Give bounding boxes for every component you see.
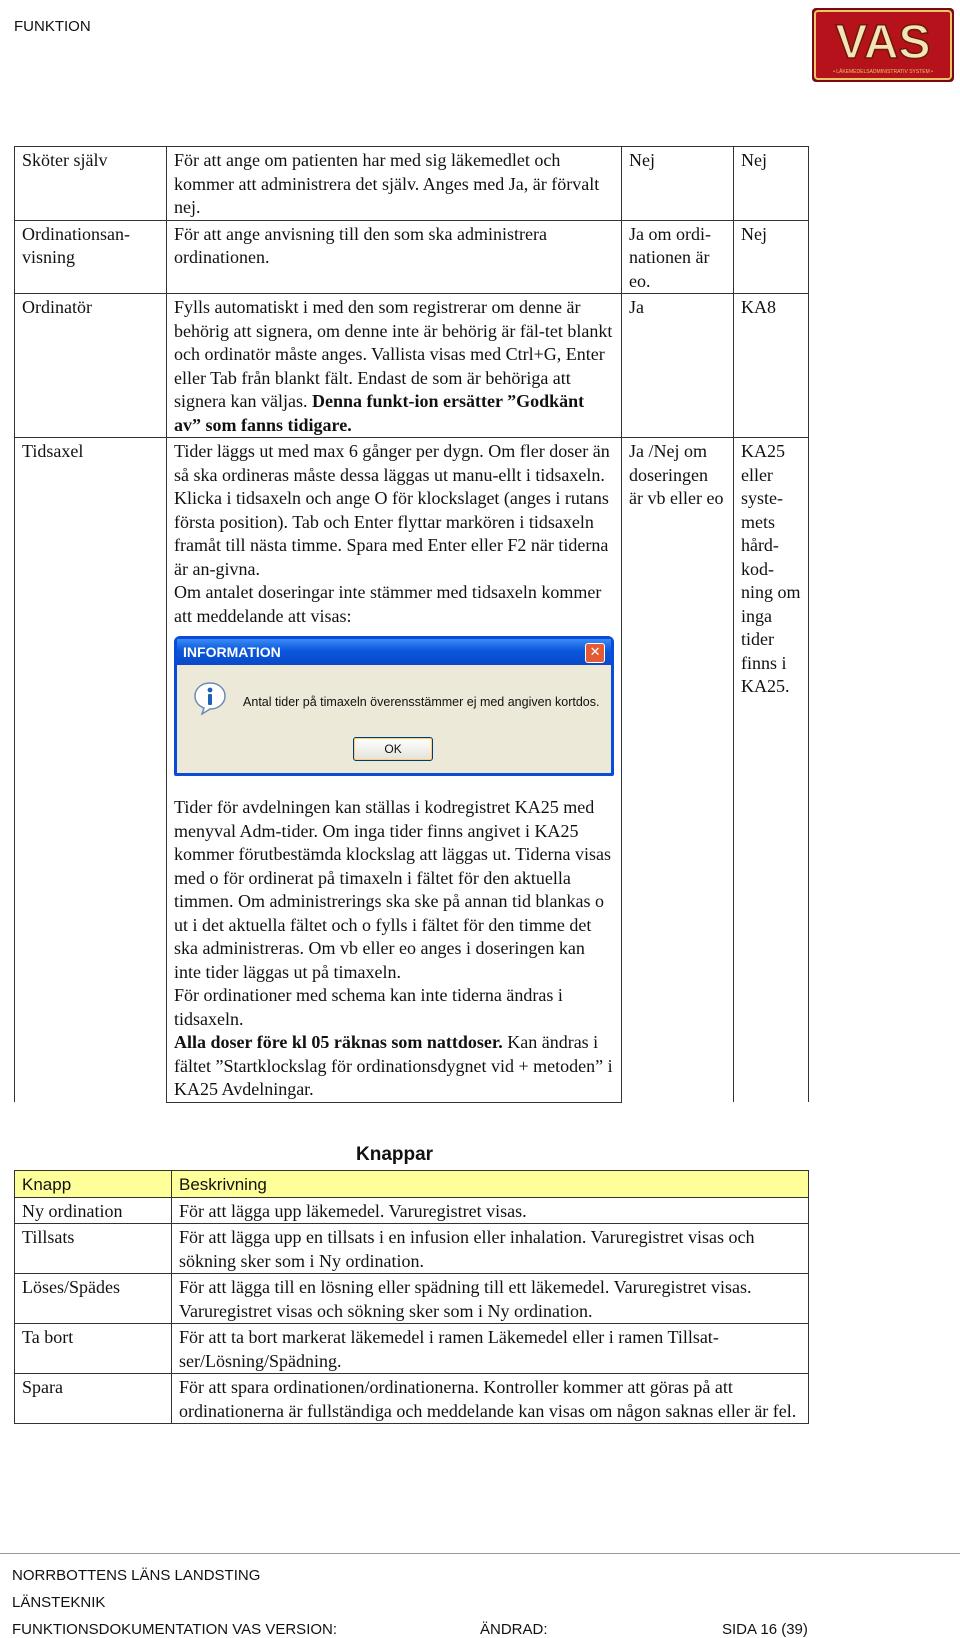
field-required: Ja om ordi-nationen är eo. (622, 220, 734, 294)
page-header-title: FUNKTION (14, 18, 91, 35)
field-description-cell (167, 294, 622, 438)
section-title: Knappar (356, 1144, 434, 1165)
continuation-paragraph (174, 1031, 614, 1102)
table-row (15, 1374, 809, 1424)
dialog-message: Antal tider på timaxeln överensstämmer ej med angiven kortdos. (243, 695, 600, 709)
button-name: Tillsats (15, 1224, 172, 1274)
continuation-paragraph: Tider för avdelningen kan ställas i kodregistret KA25 med menyval Adm-tider. Om inga tider finns angivet i KA25 kommer förutbestämda klockslag att läggas ut. Tiderna visas med o för ordinerat på timaxeln i fältet för den aktuella timmen. Om administrerings ska ske på annan tid blankas o ut i det aktuella fältet och o fylls i fältet för den timme det ska administreras. Om vb eller eo anges i doseringen kan inte tider läggas ut på timaxeln. (174, 797, 611, 982)
button-description: För att lägga upp en tillsats i en infusion eller inhalation. Varuregistret visas och sökning sker som i Ny ordination. (172, 1224, 809, 1274)
column-header-description: Beskrivning (172, 1171, 809, 1198)
field-name: Ordinatör (15, 294, 167, 438)
information-dialog-screenshot (174, 636, 614, 776)
logo-tagline: • LÄKEMEDELSADMINISTRATIV SYSTEM • (833, 69, 933, 75)
button-description: För att ta bort markerat läkemedel i ramen Läkemedel eller i ramen Tillsat-ser/Lösning/Spädning. (172, 1324, 809, 1374)
field-description-cell (167, 438, 622, 783)
buttons-table (14, 1170, 809, 1424)
footer-changed: ÄNDRAD: (480, 1621, 548, 1638)
field-source: KA25 eller syste-mets hård-kod-ning om inga tider finns i KA25. (733, 438, 808, 1103)
continuation-paragraph: För ordinationer med schema kan inte tiderna ändras i tidsaxeln. (174, 985, 563, 1029)
table-row (15, 1324, 809, 1374)
night-dose-note: Alla doser före kl 05 räknas som nattdoser. (174, 1032, 503, 1052)
field-required: Ja (622, 294, 734, 438)
table-header-row (15, 1171, 809, 1198)
field-source: Nej (733, 220, 808, 294)
table-row (15, 438, 809, 783)
table-row (15, 1274, 809, 1324)
field-name: Ordinationsan-visning (15, 220, 167, 294)
button-name: Löses/Spädes (15, 1274, 172, 1324)
field-source: KA8 (733, 294, 808, 438)
ok-button: OK (353, 737, 433, 761)
footer-organization: NORRBOTTENS LÄNS LANDSTING (12, 1567, 261, 1584)
field-source: Nej (733, 147, 808, 221)
field-description: Tider läggs ut med max 6 gånger per dygn. Om fler doser än så ska ordineras måste dessa läggas ut manu-ellt i tidsaxeln. Klicka i tidsaxeln och ange O för klockslaget (anges i rutans första position). Tab och Enter flyttar markören i tidsaxeln framåt till nästa timme. Spara med Enter eller F2 när tiderna är an-givna. (174, 441, 610, 579)
footer-divider (0, 1553, 960, 1554)
field-description: För att ange om patienten har med sig läkemedlet och kommer att administrera det själv. Anges med Ja, är förvalt nej. (167, 147, 622, 221)
table-row (15, 294, 809, 438)
table-row (15, 1197, 809, 1224)
field-description-continuation (167, 782, 622, 1102)
button-description: För att spara ordinationen/ordinationerna. Kontroller kommer att göras på att ordinationerna är fullständiga och meddelande kan visas om någon saknas eller är fel. (172, 1374, 809, 1424)
info-icon (193, 681, 227, 715)
vas-logo (812, 8, 954, 82)
field-description: Fylls automatiskt i med den som registrerar om denne är behörig att signera, om denne inte är behörig är fäl-tet blankt och ordinatör måste anges. Vallista visas med Ctrl+G, Enter eller Tab från blankt fält. Endast de som är behöriga att signera kan väljas. (174, 297, 613, 411)
footer-department: LÄNSTEKNIK (12, 1594, 106, 1611)
field-name: Tidsaxel (15, 438, 167, 1103)
field-description-2: Om antalet doseringar inte stämmer med tidsaxeln kommer att meddelande att visas: (174, 582, 602, 626)
field-name: Sköter själv (15, 147, 167, 221)
table-row (15, 220, 809, 294)
table-row (15, 147, 809, 221)
field-table (14, 146, 809, 1103)
close-icon: ✕ (585, 643, 605, 663)
field-required: Ja /Nej om doseringen är vb eller eo (622, 438, 734, 1103)
button-description: För att lägga upp läkemedel. Varuregistret visas. (172, 1197, 809, 1224)
table-row (15, 1224, 809, 1274)
button-description: För att lägga till en lösning eller spädning till ett läkemedel. Varuregistret visas. Varuregistret visas och sökning sker som i Ny ordination. (172, 1274, 809, 1324)
field-description-bold: Denna funkt-ion ersätter ”Godkänt av” som fanns tidigare. (174, 391, 585, 435)
logo-text: VAS (835, 16, 931, 69)
field-description: För att ange anvisning till den som ska administrera ordinationen. (167, 220, 622, 294)
button-name: Ta bort (15, 1324, 172, 1374)
dialog-title: INFORMATION (177, 639, 611, 665)
footer-document: FUNKTIONSDOKUMENTATION VAS VERSION: (12, 1621, 338, 1638)
button-name: Ny ordination (15, 1197, 172, 1224)
footer-page-number: SIDA 16 (39) (722, 1621, 808, 1638)
field-required: Nej (622, 147, 734, 221)
night-dose-note-tail: Kan ändras i fältet ”Startklockslag för ordinationsdygnet vid + metoden” i KA25 Avdelningar. (174, 1032, 613, 1099)
button-name: Spara (15, 1374, 172, 1424)
column-header-button: Knapp (15, 1171, 172, 1198)
